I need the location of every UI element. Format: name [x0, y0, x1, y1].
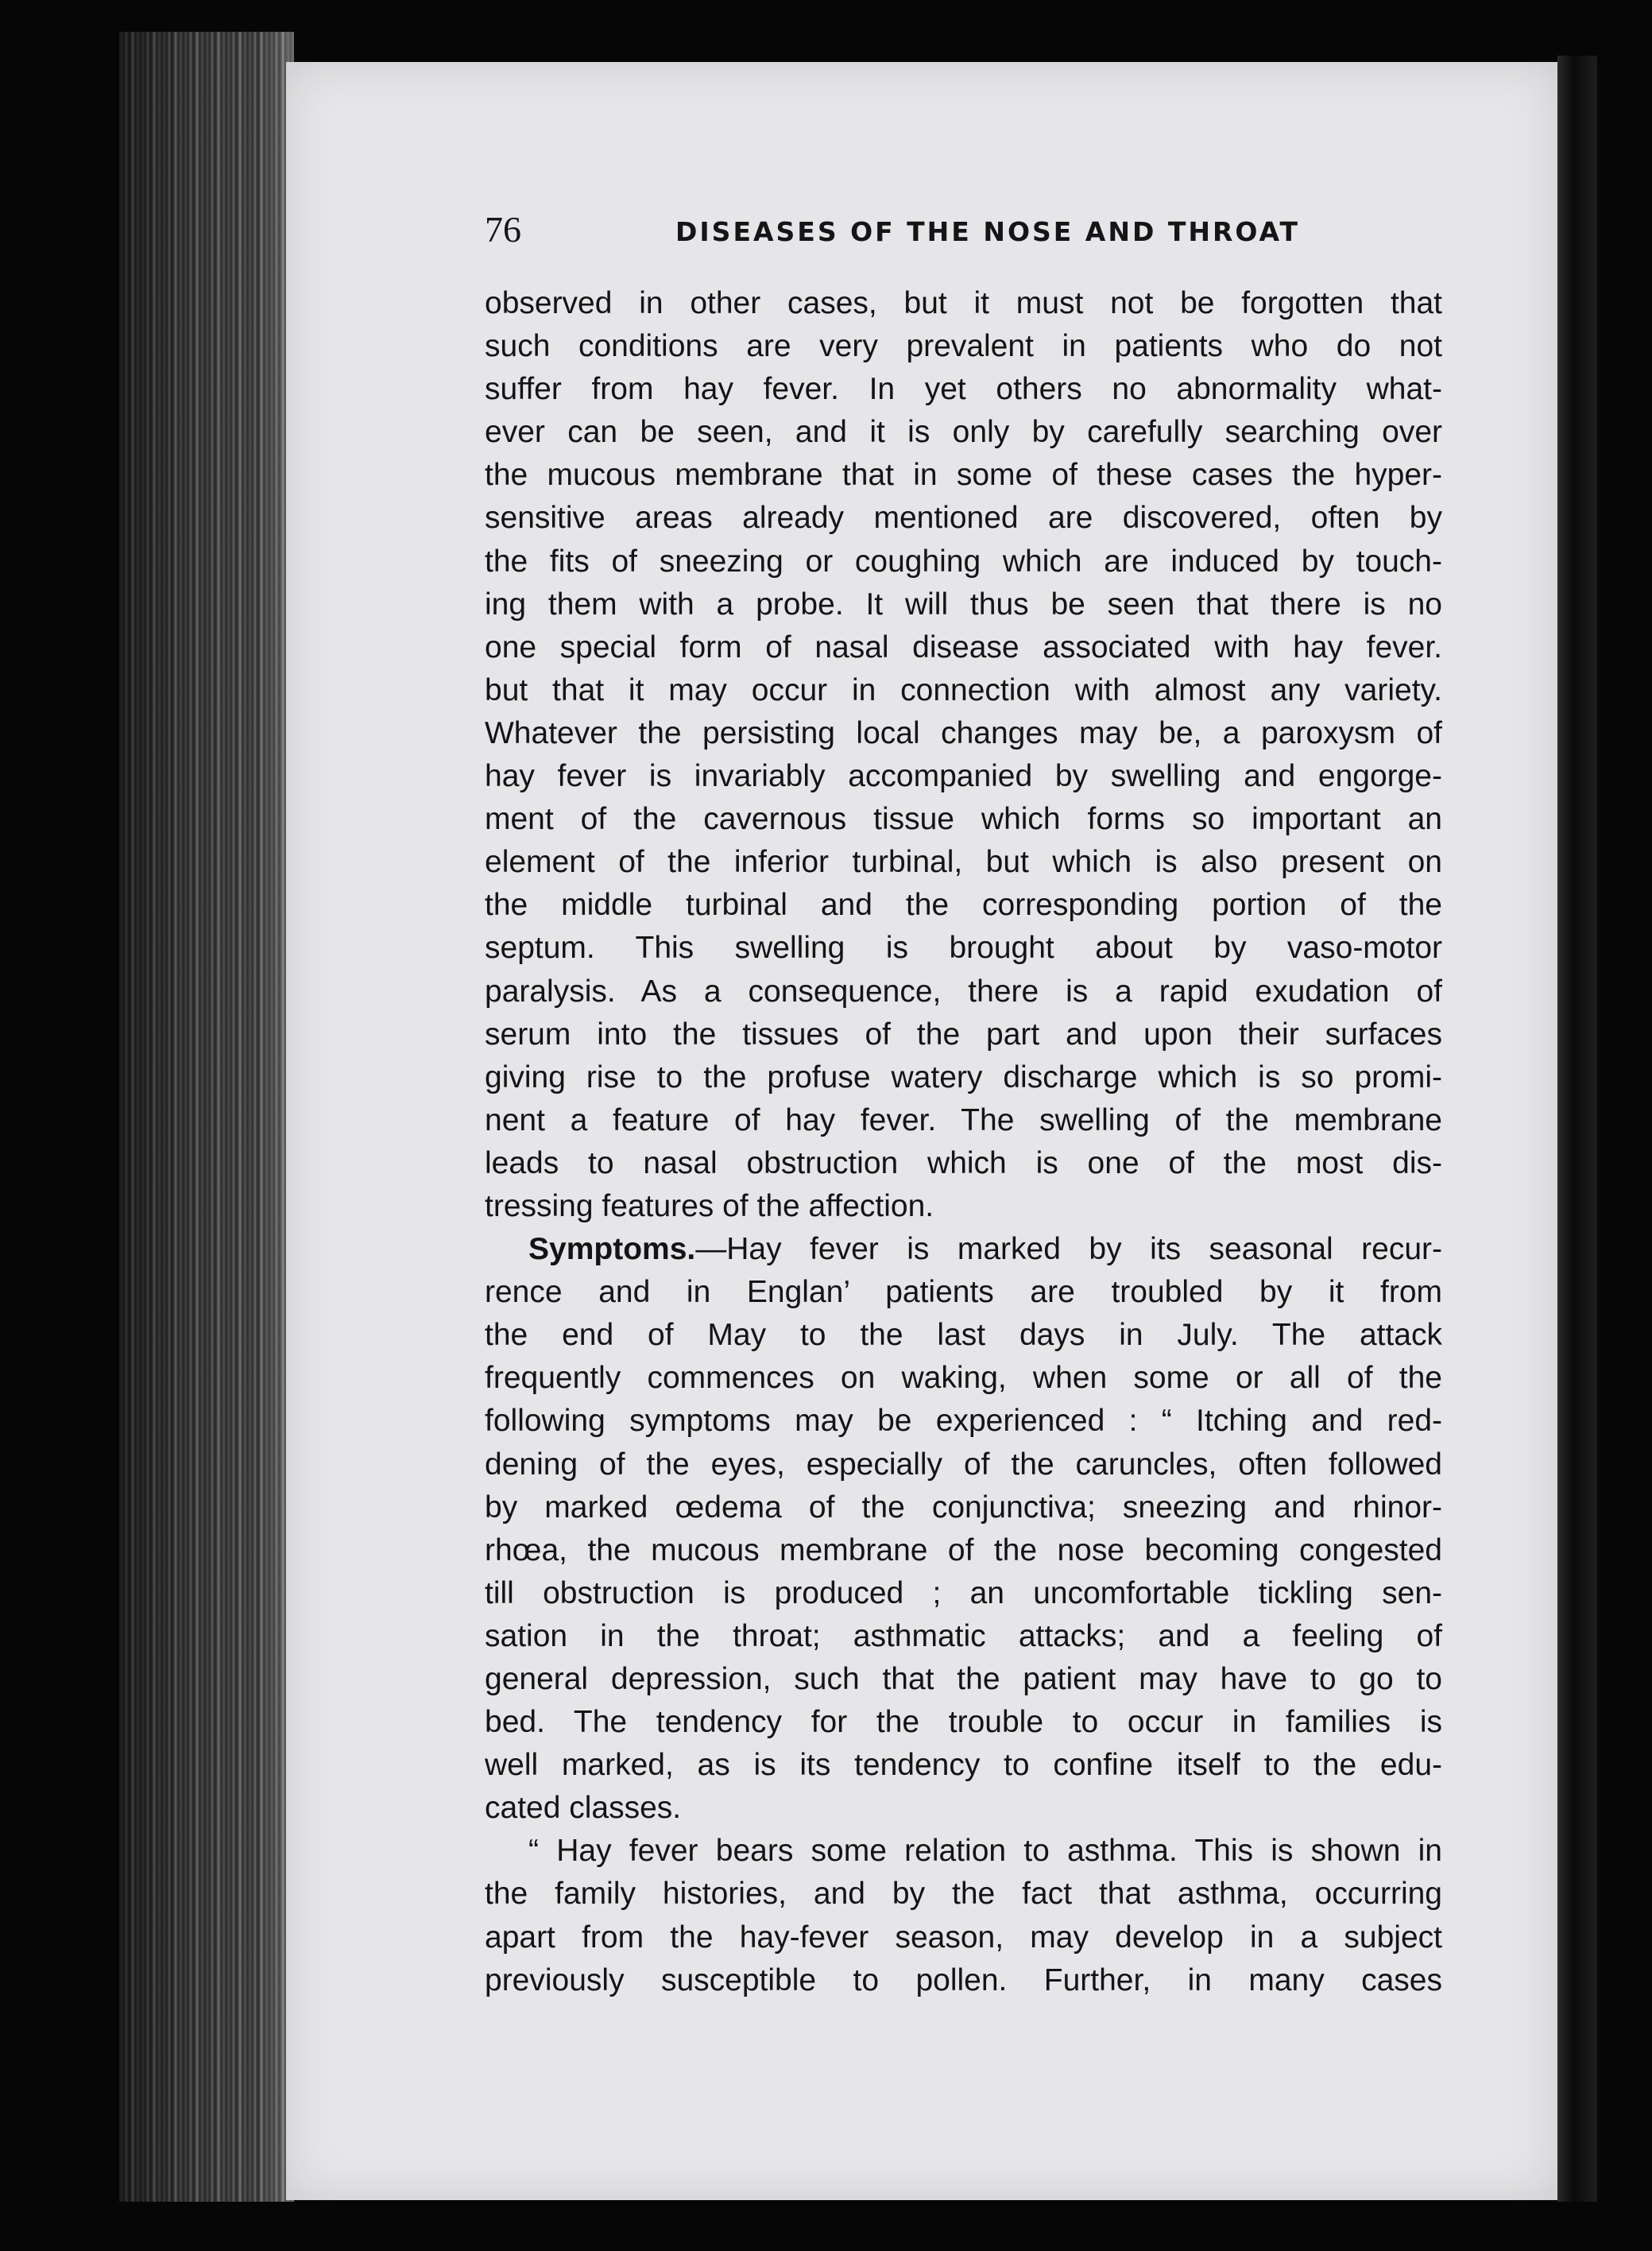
text-line: the end of May to the last days in July. The attack — [485, 1318, 1442, 1353]
text-line: the mucous membrane that in some of these cases the hyper- — [485, 458, 1442, 493]
text-line: leads to nasal obstruction which is one of the most dis- — [485, 1145, 1442, 1180]
text-line: previously susceptible to pollen. Further, in many cases — [485, 1962, 1442, 1997]
text-line: the middle turbinal and the corresponding portion of the — [485, 888, 1442, 923]
text-line: the family histories, and by the fact that asthma, occurring — [485, 1877, 1442, 1912]
text-line: suffer from hay fever. In yet others no abnormality what- — [485, 372, 1442, 407]
text-line: sensitive areas already mentioned are discovered, often by — [485, 501, 1442, 536]
text-line: bed. The tendency for the trouble to occur in families is — [485, 1705, 1442, 1740]
text-line: ever can be seen, and it is only by carefully searching over — [485, 415, 1442, 450]
text-line: paralysis. As a consequence, there is a rapid exudation of — [485, 974, 1442, 1009]
text-line: tressing features of the affection. — [485, 1188, 934, 1223]
body-text — [485, 282, 1442, 2002]
text-line: cated classes. — [485, 1791, 682, 1826]
text-line: rhœa, the mucous membrane of the nose becoming congested — [485, 1532, 1442, 1567]
text-line: dening of the eyes, especially of the caruncles, often followed — [485, 1447, 1442, 1482]
text-line: well marked, as is its tendency to confine itself to the edu- — [485, 1748, 1442, 1783]
page-number: 76 — [485, 209, 521, 250]
text-line: following symptoms may be experienced : “ Itching and red- — [485, 1404, 1442, 1439]
text-line: ing them with a probe. It will thus be seen that there is no — [485, 587, 1442, 622]
text-line: element of the inferior turbinal, but which is also present on — [485, 845, 1442, 880]
text-line: observed in other cases, but it must not be forgotten that — [485, 286, 1442, 320]
text-line: frequently commences on waking, when some or all of the — [485, 1361, 1442, 1396]
running-head-title: DISEASES OF THE NOSE AND THROAT — [675, 216, 1301, 247]
text-line: Whatever the persisting local changes may be, a paroxysm of — [485, 715, 1442, 750]
running-head — [485, 208, 1478, 264]
section-heading-symptoms: Symptoms. — [528, 1232, 696, 1267]
text-line: but that it may occur in connection with almost any variety. — [485, 672, 1442, 707]
text-line: serum into the tissues of the part and upon their surfaces — [485, 1017, 1442, 1052]
text-line: rence and in Englan’ patients are troubled by it from — [485, 1275, 1442, 1310]
text-line: sation in the throat; asthmatic attacks; and a feeling of — [485, 1618, 1442, 1653]
text-line: septum. This swelling is brought about by vaso-motor — [485, 931, 1442, 966]
text-line: giving rise to the profuse watery discharge which is so promi- — [485, 1060, 1442, 1095]
text-line: one special form of nasal disease associated with hay fever. — [485, 630, 1442, 664]
text-line: the fits of sneezing or coughing which are induced by touch- — [485, 544, 1442, 579]
text-line: such conditions are very prevalent in patients who do not — [485, 329, 1442, 364]
symptoms-first-line — [485, 1228, 1442, 1271]
text-line: general depression, such that the patient may have to go to — [485, 1662, 1442, 1696]
text-line: nent a feature of hay fever. The swelling of the membrane — [485, 1102, 1442, 1137]
text-line: hay fever is invariably accompanied by swelling and engorge- — [485, 759, 1442, 794]
text-run: —Hay fever is marked by its seasonal recur- — [695, 1232, 1442, 1267]
right-page-edge — [1557, 56, 1597, 2202]
text-line: “ Hay fever bears some relation to asthma. This is shown in — [528, 1834, 1442, 1869]
text-line: apart from the hay-fever season, may develop in a subject — [485, 1920, 1442, 1955]
text-line: till obstruction is produced ; an uncomfortable tickling sen- — [485, 1575, 1442, 1610]
binding-shadow — [119, 32, 294, 2202]
text-line: ment of the cavernous tissue which forms so important an — [485, 802, 1442, 837]
text-line: by marked œdema of the conjunctiva; sneezing and rhinor- — [485, 1490, 1442, 1525]
